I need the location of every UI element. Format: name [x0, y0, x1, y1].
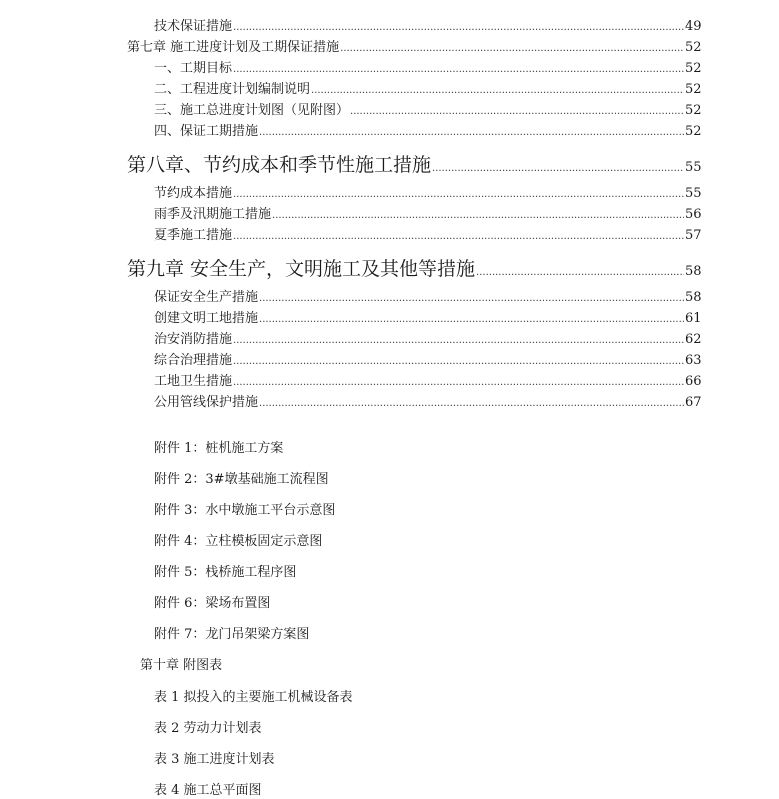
toc-entry-page: 52: [685, 82, 702, 97]
toc-entry[interactable]: [154, 103, 702, 120]
toc-leader-dots: [259, 396, 684, 412]
toc-entry-page: 55: [685, 160, 702, 175]
toc-entry-page: 52: [685, 103, 702, 118]
toc-entry-page: 62: [685, 332, 702, 347]
toc-chapter[interactable]: [127, 40, 702, 57]
toc-entry-label: 雨季及汛期施工措施: [154, 207, 272, 222]
toc-entry-label: 保证安全生产措施: [154, 290, 259, 305]
toc-entry-page: 67: [685, 395, 702, 410]
toc-entry-page: 57: [685, 228, 702, 243]
toc-entry[interactable]: [154, 311, 702, 328]
toc-leader-dots: [233, 20, 684, 36]
toc-entry[interactable]: [154, 82, 702, 99]
toc-entry-page: 63: [685, 353, 702, 368]
toc-entry-label: 一、工期目标: [154, 61, 233, 76]
toc-leader-dots: [233, 187, 684, 203]
toc-entry[interactable]: [154, 353, 702, 370]
toc-entry-page: 58: [685, 290, 702, 305]
attachment-item: 附件 4：立柱模板固定示意图: [154, 534, 323, 549]
table-item: 表 4 施工总平面图: [154, 783, 262, 798]
toc-entry-label: 公用管线保护措施: [154, 395, 259, 410]
toc-entry[interactable]: [154, 374, 702, 391]
toc-leader-dots: [432, 158, 684, 180]
toc-entry[interactable]: [154, 395, 702, 412]
toc-entry-label: 综合治理措施: [154, 353, 233, 368]
attachment-item: 附件 5：栈桥施工程序图: [154, 565, 297, 580]
toc-leader-dots: [476, 262, 684, 284]
toc-entry[interactable]: [154, 124, 702, 141]
toc-leader-dots: [259, 125, 684, 141]
toc-entry[interactable]: [154, 19, 702, 36]
toc-leader-dots: [233, 62, 684, 78]
attachment-item: 附件 2：3#墩基础施工流程图: [154, 472, 329, 487]
toc-entry-label: 工地卫生措施: [154, 374, 233, 389]
toc-leader-dots: [233, 354, 684, 370]
attachment-item: 附件 1：桩机施工方案: [154, 441, 284, 456]
toc-entry[interactable]: [154, 207, 702, 224]
toc-entry-label: 夏季施工措施: [154, 228, 233, 243]
toc-entry-page: 66: [685, 374, 702, 389]
toc-entry[interactable]: [154, 228, 702, 245]
toc-leader-dots: [350, 104, 684, 120]
toc-entry-label: 第七章 施工进度计划及工期保证措施: [127, 40, 340, 55]
toc-leader-dots: [233, 229, 684, 245]
toc-leader-dots: [233, 333, 684, 349]
toc-leader-dots: [311, 83, 684, 99]
toc-chapter[interactable]: [127, 258, 702, 284]
toc-entry-label: 创建文明工地措施: [154, 311, 259, 326]
attachment-item: 附件 3：水中墩施工平台示意图: [154, 503, 336, 518]
toc-entry-label: 四、保证工期措施: [154, 124, 259, 139]
toc-leader-dots: [233, 375, 684, 391]
toc-leader-dots: [259, 291, 684, 307]
toc-entry-label: 节约成本措施: [154, 186, 233, 201]
toc-leader-dots: [259, 312, 684, 328]
toc-entry-label: 治安消防措施: [154, 332, 233, 347]
attachment-item: 附件 7：龙门吊架梁方案图: [154, 627, 310, 642]
toc-entry[interactable]: [154, 332, 702, 349]
toc-entry-page: 56: [685, 207, 702, 222]
toc-entry-label: 第九章 安全生产，文明施工及其他等措施: [127, 258, 476, 280]
toc-entry-page: 52: [685, 40, 702, 55]
toc-entry-page: 52: [685, 61, 702, 76]
toc-entry-label: 第八章、节约成本和季节性施工措施: [127, 154, 432, 176]
toc-leader-dots: [340, 41, 684, 57]
toc-entry-page: 49: [685, 19, 702, 34]
toc-entry-label: 技术保证措施: [154, 19, 233, 34]
table-item: 表 2 劳动力计划表: [154, 721, 262, 736]
attachment-item: 附件 6：梁场布置图: [154, 596, 271, 611]
chapter-heading: 第十章 附图表: [140, 658, 223, 673]
toc-chapter[interactable]: [127, 154, 702, 180]
table-item: 表 3 施工进度计划表: [154, 752, 275, 767]
toc-entry-label: 三、施工总进度计划图（见附图）: [154, 103, 350, 118]
toc-entry-page: 55: [685, 186, 702, 201]
toc-entry-page: 61: [685, 311, 702, 326]
toc-entry-page: 58: [685, 264, 702, 279]
toc-entry-page: 52: [685, 124, 702, 139]
toc-entry[interactable]: [154, 290, 702, 307]
toc-entry-label: 二、工程进度计划编制说明: [154, 82, 311, 97]
toc-entry[interactable]: [154, 186, 702, 203]
table-item: 表 1 拟投入的主要施工机械设备表: [154, 690, 353, 705]
toc-entry[interactable]: [154, 61, 702, 78]
toc-leader-dots: [272, 208, 684, 224]
